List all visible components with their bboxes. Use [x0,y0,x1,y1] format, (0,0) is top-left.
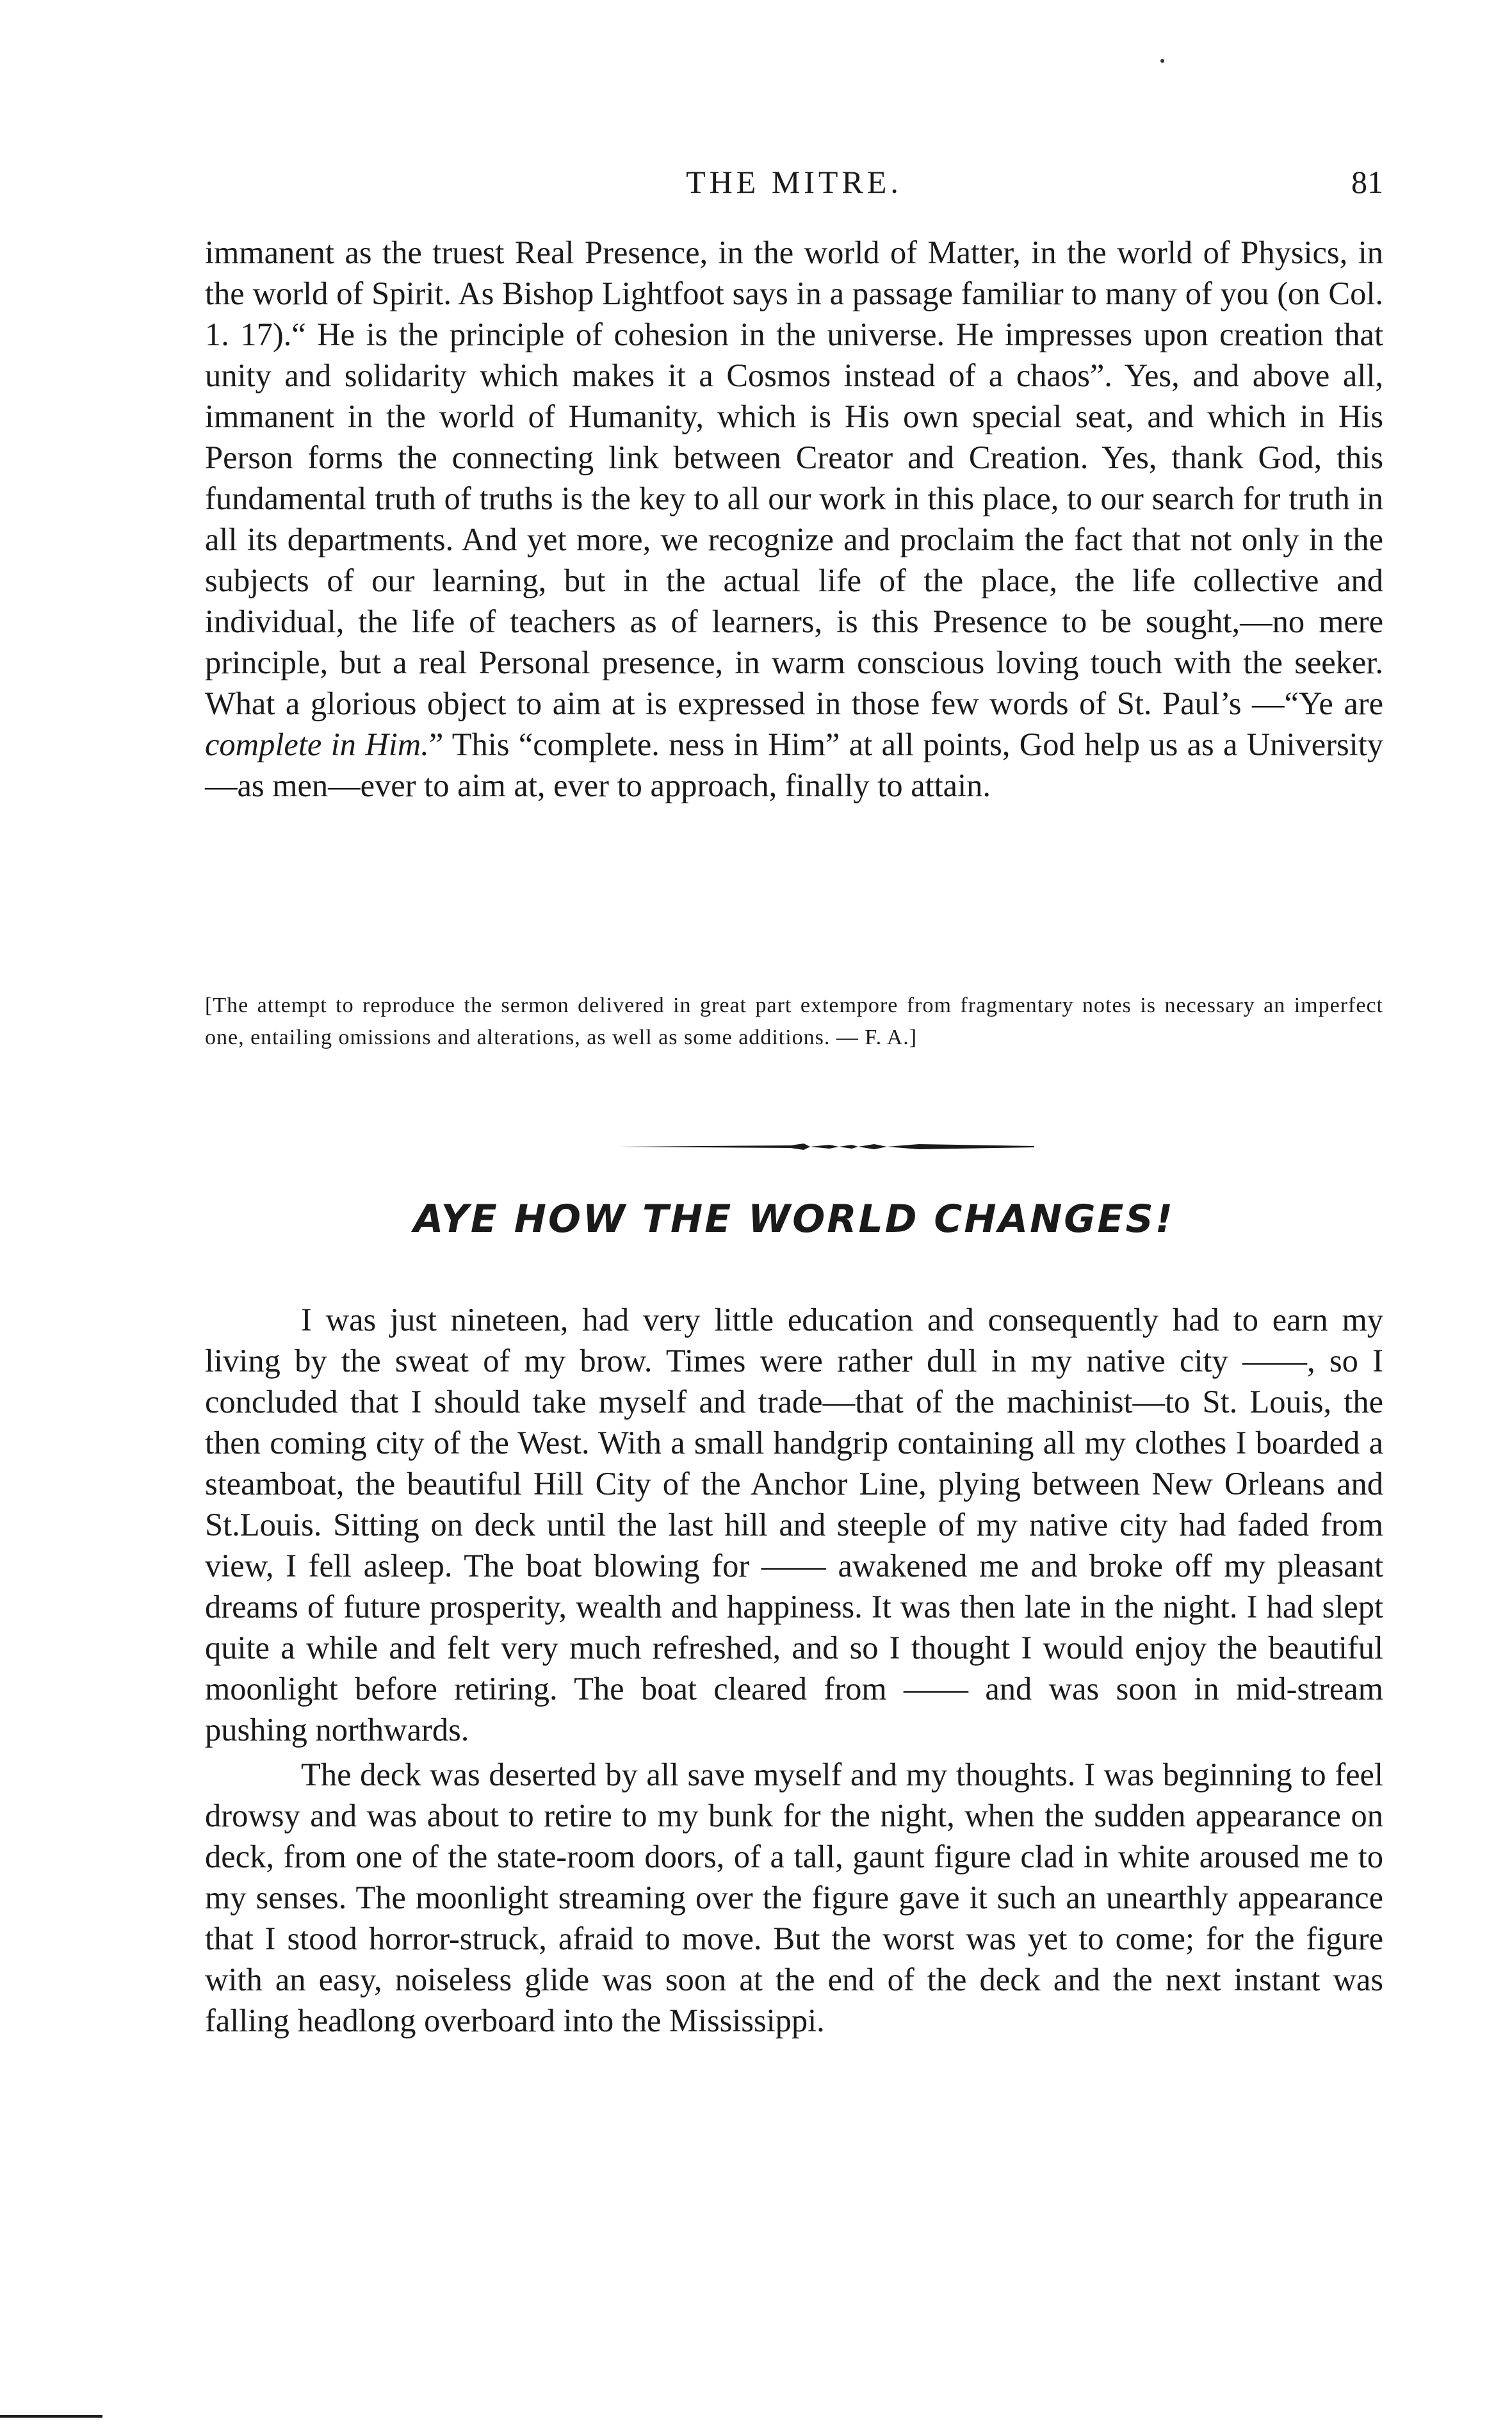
article-paragraph-1: I was just nineteen, had very little education and consequently had to earn my living by the sweat of my brow. Times were rather dull in my native city ——, so I concluded that I should take myself and trade—that of the machinist—to St. Louis, the then coming city of the West. With a small handgrip containing all my clothes I boarded a steamboat, the beautiful Hill City of the Anchor Line, plying between New Orleans and St.Louis. Sitting on deck until the last hill and steeple of my native city had faded from view, I fell asleep. The boat blowing for —— awakened me and broke off my pleasant dreams of future prosperity, wealth and happiness. It was then late in the night. I had slept quite a while and felt very much refreshed, and so I thought I would enjoy the beautiful moonlight before retiring. The boat cleared from —— and was soon in mid-stream pushing northwards. [205,1302,1383,1748]
running-header [205,163,1383,208]
sermon-text-after-italic: ” This “complete. ness in Him” at all points, God help us as a University—as men—ever to aim at, ever to approach, finally to attain. [205,726,1383,803]
section-divider-ornament [618,1137,1034,1156]
sermon-italic-phrase: complete in Him. [205,726,429,762]
article-body [205,1299,1383,2041]
bottom-margin-rule [0,2415,102,2418]
running-title: THE MITRE. [686,164,902,200]
sermon-text-before-italic: immanent as the truest Real Presence, in the world of Matter, in the world of Physics, in the world of Spirit. As Bishop Lightfoot says in a passage familiar to many of you (on Col. 1. 17).“ He is the principle of cohesion in the universe. He impresses upon creation that unity and solidarity which makes it a Cosmos instead of a chaos”. Yes, and above all, immanent in the world of Humanity, which is His own special seat, and which in His Person forms the connecting link between Creator and Creation. Yes, thank God, this fundamental truth of truths is the key to all our work in this place, to our search for truth in all its departments. And yet more, we recognize and proclaim the fact that not only in the subjects of our learning, but in the actual life of the place, the life collective and individual, the life of teachers as of learners, is this Presence to be sought,—no mere principle, but a real Personal presence, in warm conscious loving touch with the seeker. What a glorious object to aim at is expressed in those few words of St. Paul’s —“Ye are [205,234,1383,721]
sermon-paragraph [205,232,1383,806]
editorial-note: [The attempt to reproduce the sermon delivered in great part extempore from fragmentary notes is necessary an imperfect one, entailing omissions and alterations, as well as some additions. — F. A.] [205,994,1383,1049]
article-paragraph-2: The deck was deserted by all save myself and my thoughts. I was beginning to feel drowsy and was about to retire to my bunk for the night, when the sudden appearance on deck, from one of the state-room doors, of a tall, gaunt figure clad in white aroused me to my senses. The moonlight streaming over the figure gave it such an unearthly appearance that I stood horror-struck, afraid to move. But the worst was yet to come; for the figure with an easy, noiseless glide was soon at the end of the deck and the next instant was falling headlong overboard into the Mississippi. [205,1757,1383,2038]
page-number: 81 [1351,164,1383,200]
ink-speck [1160,59,1164,63]
article-title: AYE HOW THE WORLD CHANGES! [413,1197,1175,1242]
sermon-conclusion [205,232,1383,806]
